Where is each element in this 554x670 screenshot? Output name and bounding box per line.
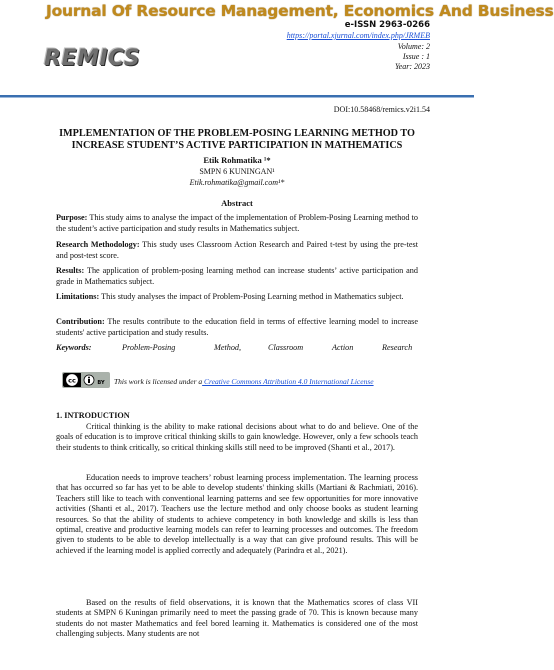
svg-text:BY: BY	[97, 380, 105, 386]
results-label: Results:	[56, 266, 85, 275]
keyword-item: Method,	[214, 343, 242, 352]
purpose-label: Purpose:	[56, 213, 88, 222]
limitations-text: This study analyses the impact of Problem-Posing Learning method in Mathematics subject.	[99, 292, 404, 301]
paper-title	[40, 128, 434, 152]
license-text: This work is licensed under a	[114, 377, 203, 386]
issue: Issue : 1	[402, 52, 430, 61]
remics-logo: REMICS	[44, 46, 141, 71]
author-email: Etik.rohmatika@gmail.com¹*	[189, 178, 285, 187]
header-divider-shadow	[0, 97, 474, 98]
keywords-label: Keywords:	[56, 343, 92, 352]
title-line-1: IMPLEMENTATION OF THE PROBLEM-POSING LEARNING METHOD TO	[59, 128, 415, 139]
keyword-item: Problem-Posing	[122, 343, 176, 352]
abstract-purpose	[56, 213, 418, 234]
title-line-2: INCREASE STUDENT’S ACTIVE PARTICIPATION IN MATHEMATICS	[71, 140, 403, 151]
abstract-limitations	[56, 292, 418, 303]
license-link[interactable]: Creative Commons Attribution 4.0 International License	[202, 377, 374, 386]
author-affiliation: SMPN 6 KUNINGAN¹	[199, 167, 275, 176]
doi: DOI:10.58468/remics.v2i1.54	[333, 105, 430, 114]
cc-by-license-icon[interactable]	[62, 372, 110, 388]
license-statement	[114, 377, 374, 386]
body-paragraph: Based on the results of field observations, it is known that the Mathematics scores of class VII students at SMPN 6 Kuningan primarily need to meet the passing grade of 70. This is known because many students do not master Mathematics and feel bored learning it. Mathematics is considered one of the most challenging subjects. Many students are not	[56, 598, 418, 639]
body-paragraph: Education needs to improve teachers’ robust learning process implementation. The learning process that has occurred so far has yet to be able to develop students' thinking skills (Martiani & Rachmiati, 2016). Teachers still like to teach with conventional learning patterns and see few opportunities for more innovative activities (Shanti et al., 2017). Teachers use the lecture method and only choose books as student learning resources. So that the ability of students to achieve competency in both knowledge and skills is less than optimal, creative and productive learning models can refer to learning processes and outcomes. The freedom given to students to be able to develop intellectually is a way that can give profound results. This will be achieved if the learning model is applied correctly and adequately (Parindra et al., 2021).	[56, 473, 418, 555]
methodology-text: This study uses Classroom Action Research and Paired t-test by using the pre-test and post-test score.	[56, 240, 418, 260]
keyword-item: Research	[382, 343, 413, 352]
keyword-item: Action	[332, 343, 354, 352]
abstract-heading: Abstract	[221, 198, 253, 208]
contribution-label: Contribution:	[56, 317, 105, 326]
journal-url-link[interactable]: https://portal.xjurnal.com/index.php/JRMEB	[286, 31, 430, 40]
limitations-label: Limitations:	[56, 292, 100, 301]
abstract-contribution	[56, 317, 418, 338]
results-text: The application of problem-posing learning method can increase students’ active participation and grade in Mathematics subject.	[56, 266, 418, 286]
abstract-methodology	[56, 240, 418, 261]
body-paragraph: Critical thinking is the ability to make rational decisions about what to do and believe. One of the goals of education is to improve critical thinking skills to gain knowledge. However, only a few schools teach their students to think critically, so critical thinking skills still need to be improved (Shanti et al., 2017).	[56, 422, 418, 452]
author-name: Etik Rohmatika ¹*	[203, 155, 271, 165]
issn: e-ISSN 2963-0266	[344, 20, 430, 30]
keyword-item: Classroom	[268, 343, 304, 352]
journal-title: Journal Of Resource Management, Economics And Business	[46, 2, 554, 20]
abstract-results	[56, 266, 418, 287]
contribution-text: The results contribute to the education field in terms of effective learning model to increase students' active participation and study results.	[56, 317, 418, 337]
purpose-text: This study aims to analyse the impact of the implementation of Problem-Posing Learning method to the student’s active participation and study results in Mathematics subject.	[56, 213, 418, 233]
svg-text:cc: cc	[68, 376, 76, 385]
section-heading: 1. INTRODUCTION	[56, 411, 130, 420]
volume: Volume: 2	[397, 42, 430, 51]
methodology-label: Research Methodology:	[56, 240, 140, 249]
year: Year: 2023	[394, 62, 430, 71]
